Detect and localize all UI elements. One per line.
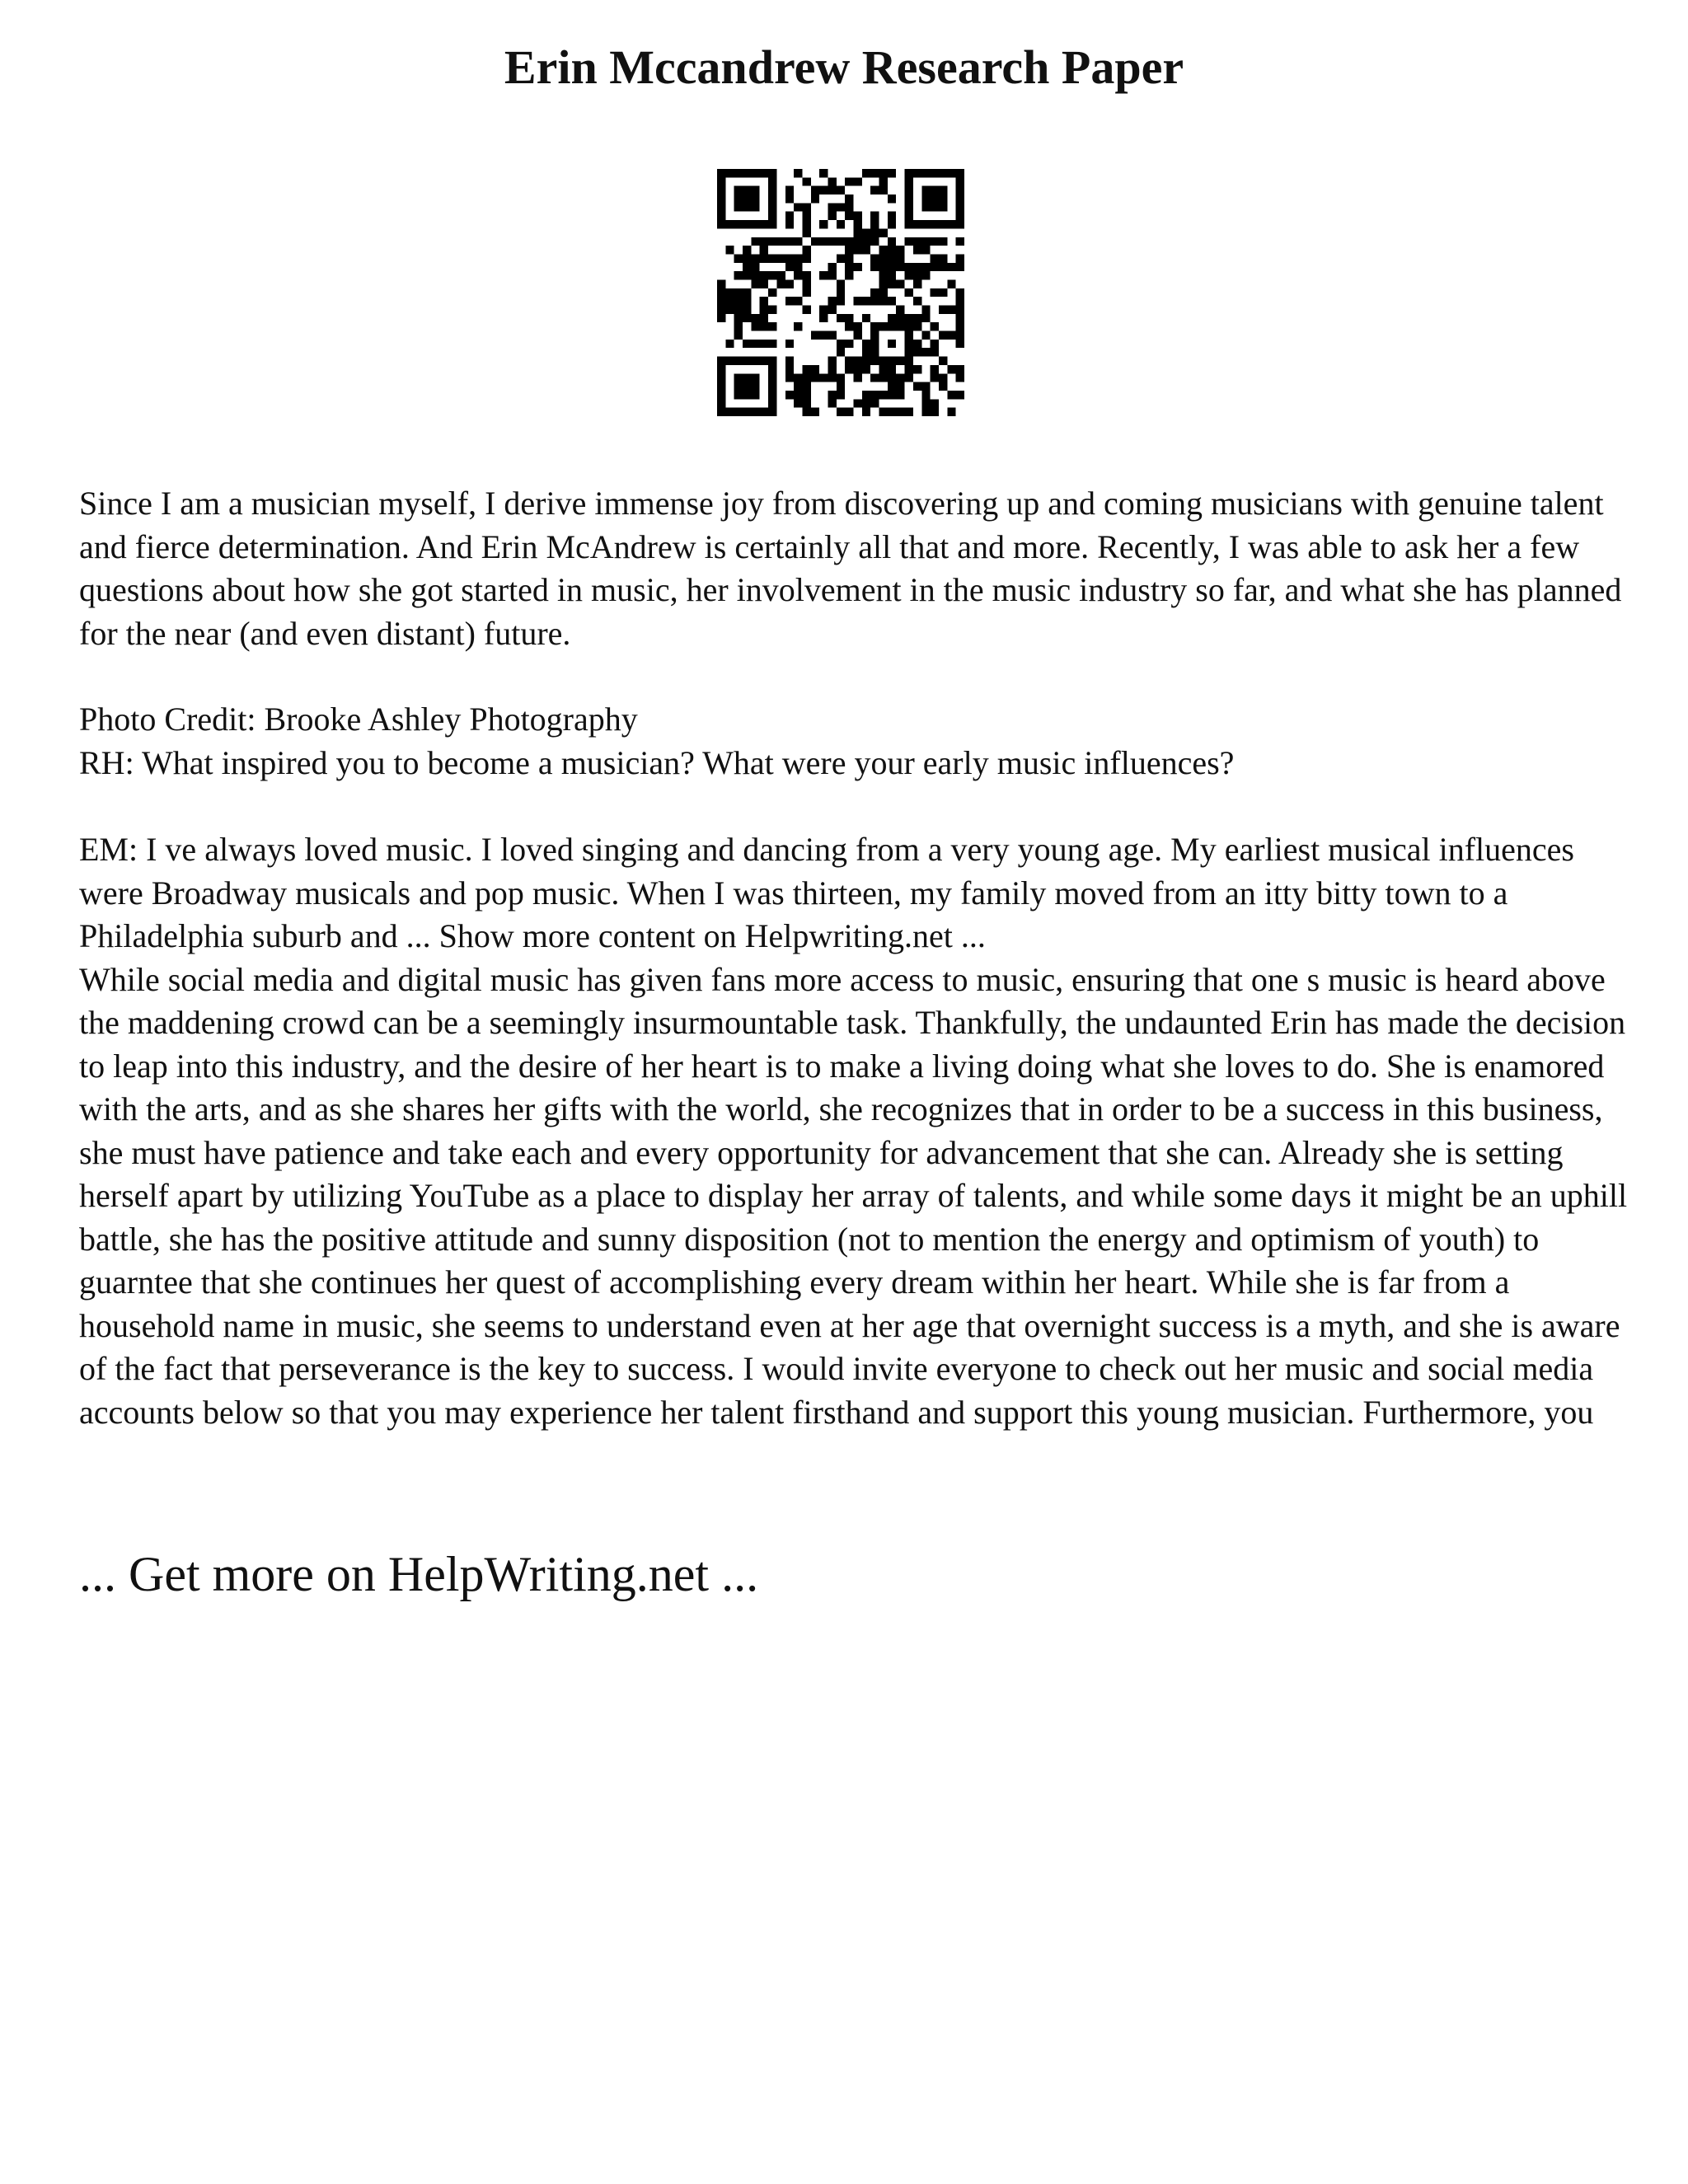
intro-paragraph: Since I am a musician myself, I derive immense joy from discovering up and coming musicians with genuine talent and fierce determination. And Erin McAndrew is certainly all that and more. Recently, I was able to ask her a few questions about how she got started in music, her involvement in the music industry so far, and what she has planned for the near (and even distant) future. [79, 485, 1622, 652]
interview-question: RH: What inspired you to become a musician? What were your early music influences? [79, 743, 1235, 781]
answer-block [79, 828, 1629, 1434]
get-more-link[interactable]: ... Get more on HelpWriting.net ... [79, 1547, 759, 1601]
qr-code-modules [717, 169, 964, 416]
photo-credit: Photo Credit: Brooke Ashley Photography [79, 701, 638, 738]
interview-block [79, 698, 1629, 785]
qr-code-icon [717, 169, 964, 416]
document-title: Erin Mccandrew Research Paper [504, 40, 1184, 94]
qr-code-graphic [717, 169, 964, 416]
interview-answer: EM: I ve always loved music. I loved singing and dancing from a very young age. My earliest musical influences were Broadway musicals and pop music. When I was thirteen, my family moved from an itty bitty town to a Philadelphia suburb and ... Show more content on Helpwriting.net ... [79, 831, 1574, 954]
body-paragraph: While social media and digital music has given fans more access to music, ensuring that one s music is heard above the maddening crowd can be a seemingly insurmountable task. Thankfully, the undaunted Erin has made the decision to leap into this industry, and the desire of her heart is to make a living doing what she loves to do. She is enamored with the arts, and as she shares her gifts with the world, she recognizes that in order to be a success in this business, she must have patience and take each and every opportunity for advancement that she can. Already she is setting herself apart by utilizing YouTube as a place to display her array of talents, and while some days it might be an uphill battle, she has the positive attitude and sunny disposition (not to mention the energy and optimism of youth) to guarntee that she continues her quest of accomplishing every dream within her heart. While she is far from a household name in music, she seems to understand even at her age that overnight success is a myth, and she is aware of the fact that perseverance is the key to success. I would invite everyone to check out her music and social media accounts below so that you may experience her talent firsthand and support this young musician. Furthermore, you [79, 960, 1628, 1431]
